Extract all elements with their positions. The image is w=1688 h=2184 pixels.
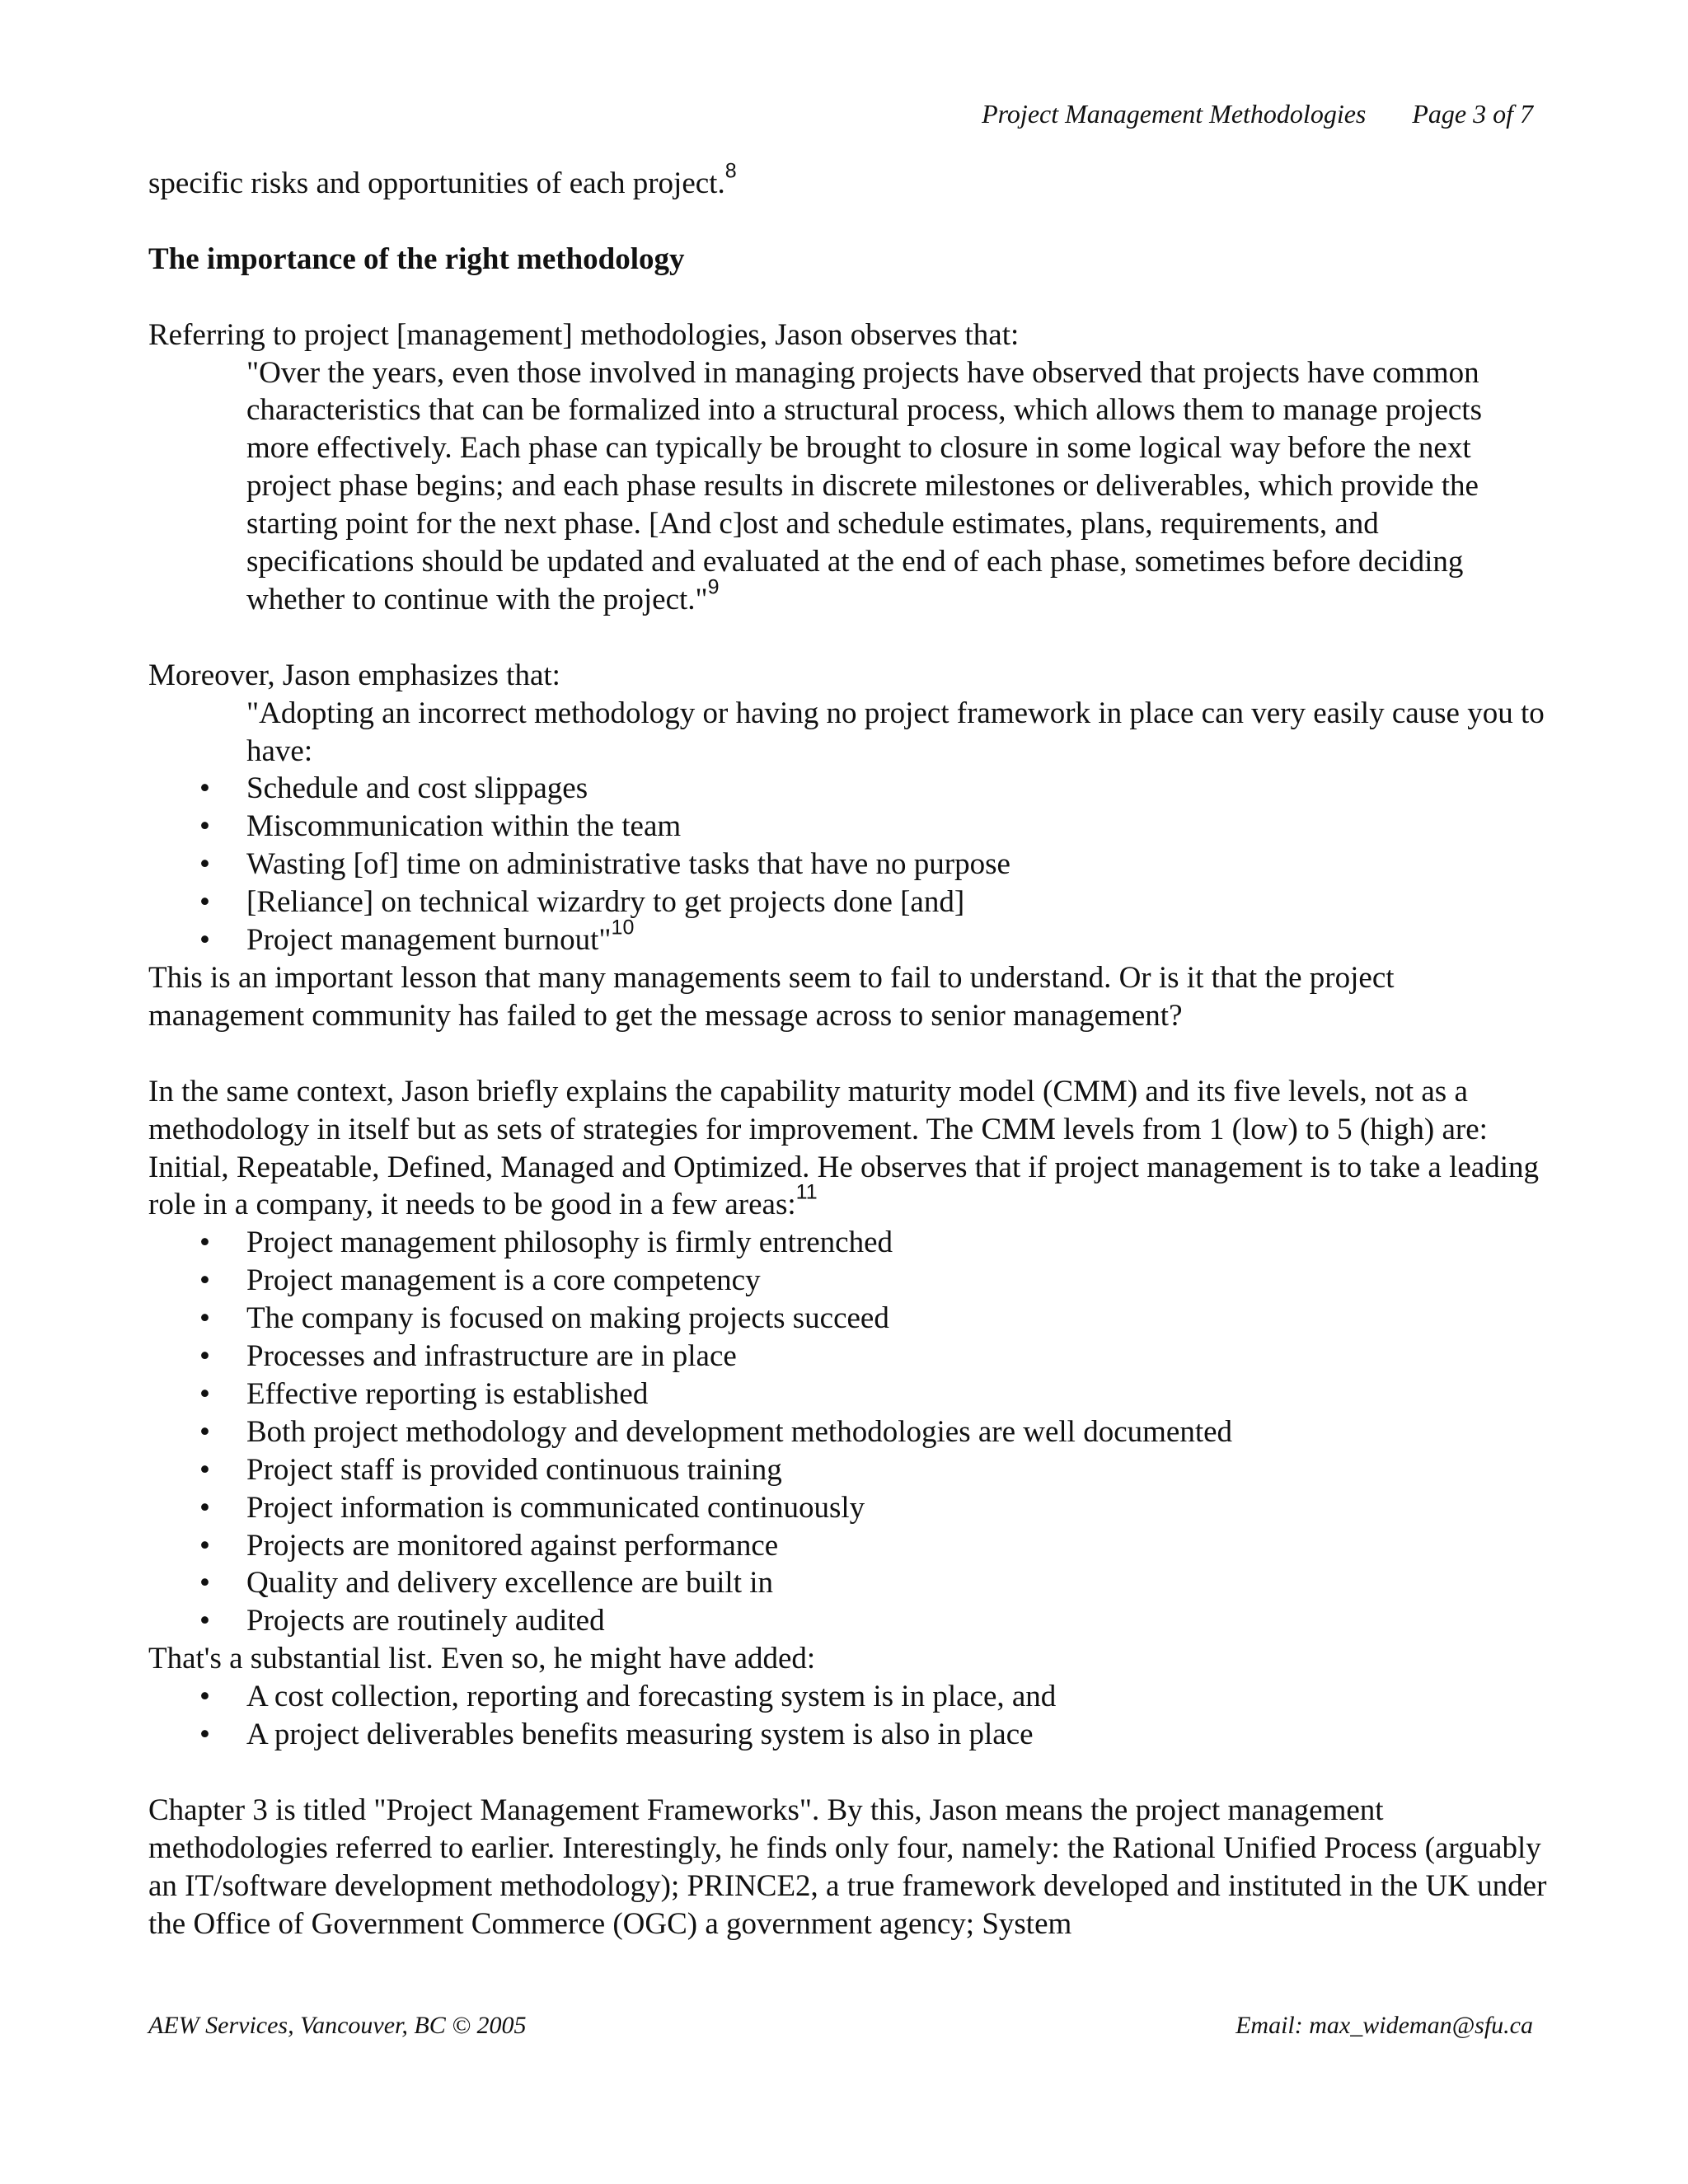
- footer-left: AEW Services, Vancouver, BC © 2005: [148, 2012, 527, 2039]
- header-title: Project Management Methodologies: [982, 99, 1367, 129]
- paragraph-substantial: That's a substantial list. Even so, he might have added:: [148, 1642, 816, 1676]
- list-item: • Project management burnout"$^{10}$: [148, 921, 1550, 959]
- page-footer: [148, 2009, 1533, 2042]
- list-item: • Projects are monitored against performance: [148, 1527, 1550, 1565]
- paragraph-chapter3: Chapter 3 is titled "Project Management Frameworks". By this, Jason means the project management methodologies referred to earlier. Interestingly, he finds only four, namely: the Rational Unified Process (arguably an IT/software development methodology); PRINCE2, a true framework developed and instituted in the UK under the Office of Government Commerce (OGC) a government agency; System: [148, 1793, 1547, 1941]
- list-item: • The company is focused on making projects succeed: [148, 1300, 1550, 1338]
- header-page-number: Page 3 of 7: [1412, 99, 1533, 129]
- document-body: [148, 159, 1550, 1943]
- list-item: • Projects are routinely audited: [148, 1602, 1550, 1640]
- section-heading: The importance of the right methodology: [148, 241, 685, 276]
- list-item: • Miscommunication within the team: [148, 808, 1550, 846]
- list-item: • Project management philosophy is firmly entrenched: [148, 1224, 1550, 1262]
- list-item: • Processes and infrastructure are in place: [148, 1338, 1550, 1376]
- list-item: • [Reliance] on technical wizardry to get projects done [and]: [148, 883, 1550, 921]
- footnote-ref-10[interactable]: 10: [611, 916, 635, 940]
- footnote-ref-11[interactable]: 11: [795, 1180, 818, 1204]
- list-item: • A cost collection, reporting and forecasting system is in place, and: [148, 1678, 1550, 1716]
- list-item: • Schedule and cost slippages: [148, 770, 1550, 808]
- list-item: • Project staff is provided continuous training: [148, 1451, 1550, 1489]
- areas-bullet-list: [148, 1224, 1550, 1640]
- footer-email[interactable]: Email: max_wideman@sfu.ca: [1236, 2012, 1533, 2039]
- paragraph-lesson: This is an important lesson that many managements seem to fail to understand. Or is it that the project management community has failed to get the message across to senior management?: [148, 960, 1395, 1033]
- paragraph-cmm: In the same context, Jason briefly explains the capability maturity model (CMM) and its five levels, not as a methodology in itself but as sets of strategies for improvement. The CMM levels from 1 (low) to 5 (high) are: Initial, Repeatable, Defined, Managed and Optimized. He observes that if project management is to take a leading role in a company, it needs to be good in a few areas:$^{11}$: [148, 1074, 1540, 1222]
- footnote-ref-8[interactable]: 8: [724, 159, 737, 183]
- list-item: • A project deliverables benefits measuring system is also in place: [148, 1716, 1550, 1754]
- footnote-ref-9[interactable]: 9: [707, 575, 720, 599]
- paragraph-moreover: Moreover, Jason emphasizes that:: [148, 658, 560, 692]
- paragraph-continuation: specific risks and opportunities of each project.$^8$: [148, 159, 737, 200]
- page-header: [982, 97, 1533, 130]
- block-quote-1: "Over the years, even those involved in managing projects have observed that projects have common characteristics that can be formalized into a structural process, which allows them to manage projects more effectively. Each phase can typically be brought to closure in some logical way before the next project phase begins; and each phase results in discrete milestones or deliverables, which provide the starting point for the next phase. [And c]ost and schedule estimates, plans, requirements, and specifications should be updated and evaluated at the end of each phase, sometimes before deciding whether to continue with the project."$^9$: [246, 355, 1482, 616]
- added-bullet-list: [148, 1678, 1550, 1754]
- list-item: • Wasting [of] time on administrative tasks that have no purpose: [148, 846, 1550, 883]
- list-item: • Both project methodology and development methodologies are well documented: [148, 1413, 1550, 1451]
- block-quote-2: "Adopting an incorrect methodology or having no project framework in place can very easily cause you to have:: [246, 696, 1545, 768]
- list-item: • Quality and delivery excellence are built in: [148, 1564, 1550, 1602]
- list-item: • Project management is a core competency: [148, 1262, 1550, 1300]
- list-item: • Effective reporting is established: [148, 1376, 1550, 1413]
- quote-bullet-list: [148, 770, 1550, 959]
- paragraph-referring: Referring to project [management] methodologies, Jason observes that:: [148, 317, 1020, 352]
- list-item: • Project information is communicated continuously: [148, 1489, 1550, 1527]
